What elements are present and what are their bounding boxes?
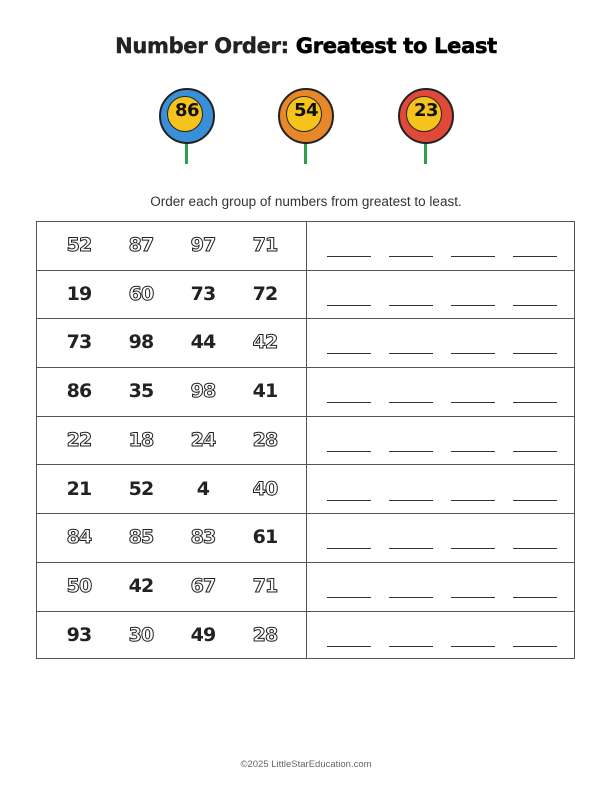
answer-blank[interactable] (327, 548, 371, 549)
page-title (0, 34, 612, 58)
answer-blank[interactable] (327, 256, 371, 257)
number-cell: 98 (190, 380, 216, 403)
number-cell: 28 (252, 428, 278, 451)
number-cell: 85 (128, 526, 154, 549)
answer-blank[interactable] (451, 305, 495, 306)
lollipop-illustrations (0, 88, 612, 168)
answer-blank[interactable] (451, 353, 495, 354)
number-cell: 28 (252, 623, 278, 646)
number-cell: 42 (252, 331, 278, 354)
answer-blank[interactable] (451, 402, 495, 403)
answer-blank[interactable] (451, 597, 495, 598)
number-cell: 72 (252, 282, 278, 305)
answer-blank[interactable] (451, 646, 495, 647)
table-row (37, 368, 574, 417)
number-cell: 41 (252, 380, 278, 403)
title-part-1: Number Order: (115, 34, 296, 58)
worksheet-table (36, 221, 575, 659)
answer-blank[interactable] (389, 500, 433, 501)
answer-blank[interactable] (327, 500, 371, 501)
answer-blank[interactable] (389, 305, 433, 306)
lollipop-number: 23 (413, 100, 439, 121)
number-cell: 49 (190, 623, 216, 646)
answer-blank[interactable] (389, 402, 433, 403)
number-cell: 61 (252, 526, 278, 549)
number-cell: 52 (128, 477, 154, 500)
number-cell: 83 (190, 526, 216, 549)
table-row (37, 319, 574, 368)
table-row (37, 612, 574, 661)
number-cell: 86 (66, 380, 92, 403)
answer-blank[interactable] (327, 451, 371, 452)
answer-blank[interactable] (513, 256, 557, 257)
table-row (37, 514, 574, 563)
title-part-2: Greatest to Least (295, 34, 497, 58)
number-cell: 98 (128, 331, 154, 354)
number-cell: 84 (66, 526, 92, 549)
lollipop-icon (398, 88, 454, 166)
answer-blank[interactable] (389, 353, 433, 354)
table-row (37, 222, 574, 271)
number-cell: 35 (128, 380, 154, 403)
answer-blank[interactable] (513, 597, 557, 598)
lollipop-icon (278, 88, 334, 166)
number-cell: 30 (128, 623, 154, 646)
table-row (37, 563, 574, 612)
number-cell: 97 (190, 234, 216, 256)
number-cell: 24 (190, 428, 216, 451)
number-cell: 71 (252, 234, 278, 256)
answer-blank[interactable] (513, 353, 557, 354)
answer-blank[interactable] (513, 548, 557, 549)
number-cell: 22 (66, 428, 92, 451)
number-cell: 40 (252, 477, 278, 500)
number-cell: 73 (190, 282, 216, 305)
table-row (37, 271, 574, 320)
answer-blank[interactable] (389, 256, 433, 257)
number-cell: 42 (128, 574, 154, 597)
answer-blank[interactable] (513, 402, 557, 403)
answer-blank[interactable] (451, 451, 495, 452)
number-cell: 73 (66, 331, 92, 354)
table-row (37, 417, 574, 466)
answer-blank[interactable] (389, 597, 433, 598)
answer-blank[interactable] (327, 597, 371, 598)
lollipop-icon (159, 88, 215, 166)
answer-blank[interactable] (389, 548, 433, 549)
answer-blank[interactable] (451, 500, 495, 501)
answer-blank[interactable] (451, 548, 495, 549)
number-cell: 4 (196, 477, 210, 500)
answer-blank[interactable] (451, 256, 495, 257)
instructions: Order each group of numbers from greatest to least. (150, 194, 462, 209)
number-cell: 60 (128, 282, 154, 305)
answer-blank[interactable] (327, 402, 371, 403)
number-cell: 52 (66, 234, 92, 256)
number-cell: 44 (190, 331, 216, 354)
number-cell: 87 (128, 234, 154, 256)
number-cell: 21 (66, 477, 92, 500)
answer-blank[interactable] (389, 646, 433, 647)
answer-blank[interactable] (513, 451, 557, 452)
number-cell: 67 (190, 574, 216, 597)
number-cell: 18 (128, 428, 154, 451)
number-cell: 93 (66, 623, 92, 646)
answer-blank[interactable] (513, 305, 557, 306)
answer-blank[interactable] (327, 646, 371, 647)
number-cell: 19 (66, 282, 92, 305)
answer-blank[interactable] (389, 451, 433, 452)
table-row (37, 466, 574, 515)
lollipop-number: 54 (293, 100, 319, 121)
answer-blank[interactable] (327, 305, 371, 306)
number-cell: 50 (66, 574, 92, 597)
lollipop-number: 86 (174, 100, 200, 121)
answer-blank[interactable] (513, 646, 557, 647)
copyright-footer: ©2025 LittleStarEducation.com (240, 759, 372, 770)
number-cell: 71 (252, 574, 278, 597)
answer-blank[interactable] (327, 353, 371, 354)
answer-blank[interactable] (513, 500, 557, 501)
